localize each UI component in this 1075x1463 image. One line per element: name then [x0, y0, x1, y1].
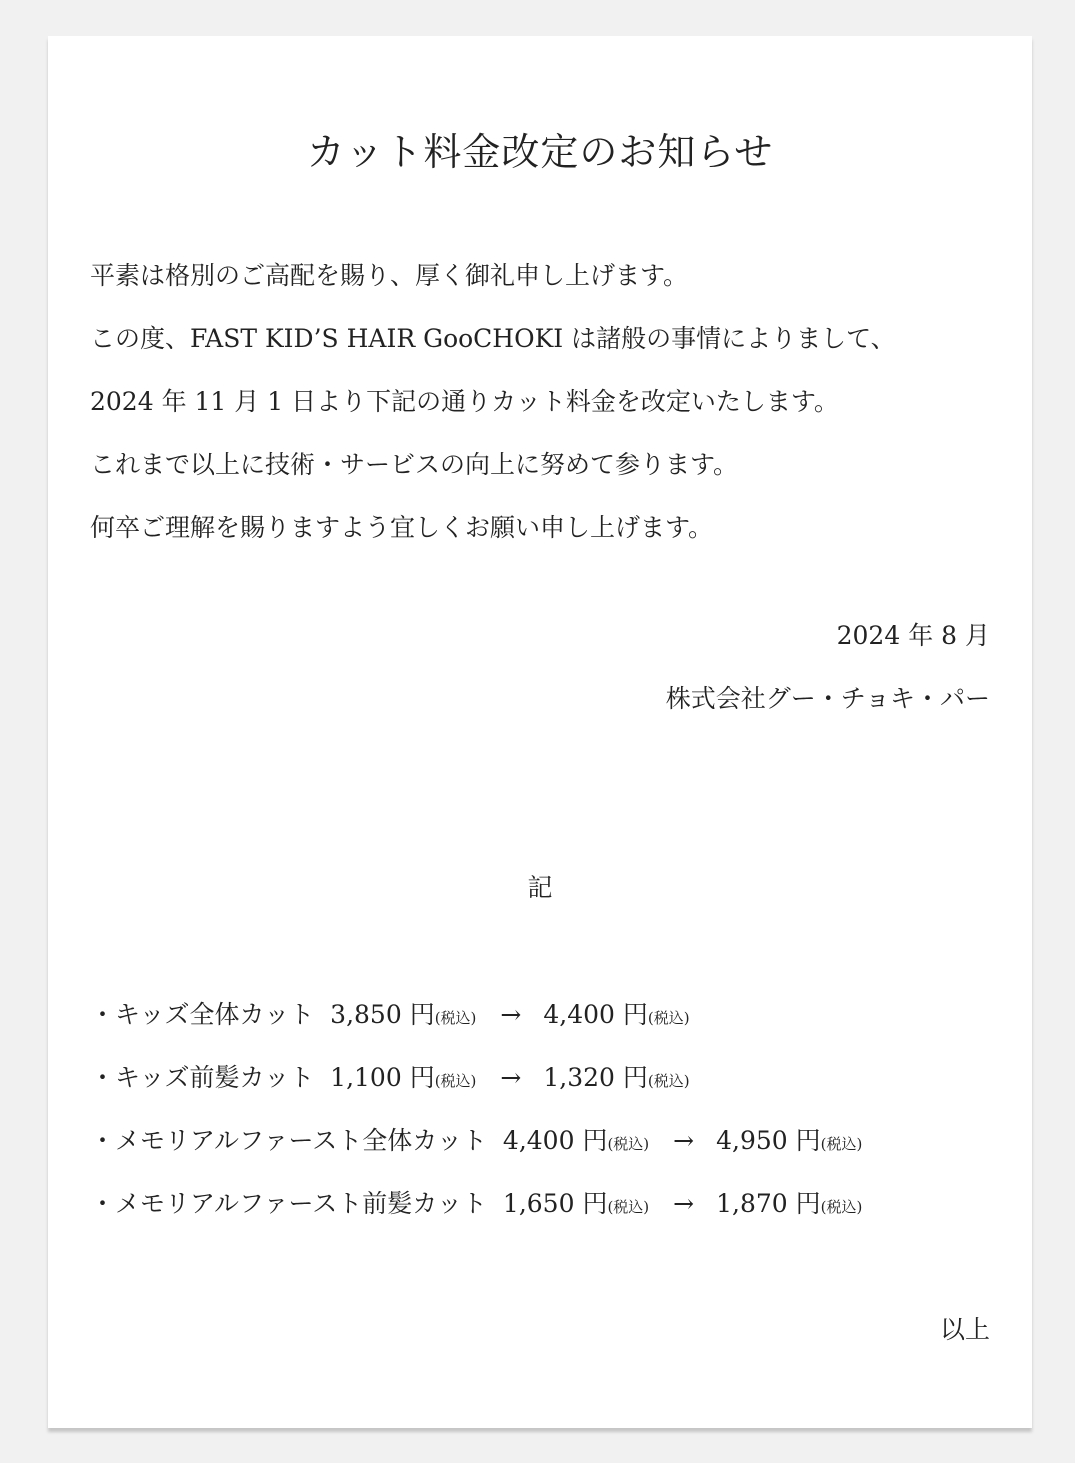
new-price: 4,400 円 — [543, 1000, 648, 1029]
company-name: 株式会社グー・チョキ・パー — [665, 684, 990, 713]
tax-note: (税込) — [607, 1135, 650, 1153]
tax-note: (税込) — [607, 1198, 650, 1216]
price-item-name: ・メモリアルファースト全体カット — [90, 1126, 488, 1155]
arrow-icon: → — [500, 1000, 522, 1029]
price-row — [90, 998, 690, 1035]
old-price: 1,100 円 — [330, 1063, 435, 1092]
paragraph-line: 何卒ご理解を賜りますよう宜しくお願い申し上げます。 — [90, 513, 714, 542]
tax-note: (税込) — [434, 1072, 477, 1090]
price-row — [90, 1061, 690, 1098]
notice-date: 2024 年 8 月 — [836, 621, 990, 650]
ki-heading: 記 — [527, 873, 553, 902]
new-price: 1,320 円 — [543, 1063, 648, 1092]
old-price: 3,850 円 — [330, 1000, 435, 1029]
old-price: 1,650 円 — [502, 1189, 608, 1218]
arrow-icon: → — [500, 1063, 522, 1092]
closing-text: 以上 — [939, 1315, 990, 1344]
new-price: 4,950 円 — [716, 1126, 821, 1155]
paragraph-line: この度、FAST KID’S HAIR GooCHOKI は諸般の事情によりまして、 — [90, 324, 896, 353]
price-row — [90, 1187, 862, 1224]
arrow-icon: → — [673, 1126, 695, 1155]
tax-note: (税込) — [820, 1135, 863, 1153]
paragraph-line: 2024 年 11 月 1 日より下記の通りカット料金を改定いたします。 — [90, 387, 839, 416]
tax-note: (税込) — [820, 1198, 863, 1216]
notice-title: カット料金改定のお知らせ — [306, 130, 774, 174]
price-item-name: ・キッズ全体カット — [90, 1000, 315, 1029]
arrow-icon: → — [673, 1189, 695, 1218]
price-row — [90, 1124, 862, 1161]
price-item-name: ・メモリアルファースト前髪カット — [90, 1189, 488, 1218]
tax-note: (税込) — [647, 1009, 690, 1027]
tax-note: (税込) — [647, 1072, 690, 1090]
new-price: 1,870 円 — [716, 1189, 821, 1218]
paragraph-line: 平素は格別のご高配を賜り、厚く御礼申し上げます。 — [90, 261, 689, 290]
price-item-name: ・キッズ前髪カット — [90, 1063, 315, 1092]
tax-note: (税込) — [434, 1009, 477, 1027]
document-page — [48, 36, 1032, 1428]
old-price: 4,400 円 — [502, 1126, 608, 1155]
paragraph-line: これまで以上に技術・サービスの向上に努めて参ります。 — [90, 450, 739, 479]
